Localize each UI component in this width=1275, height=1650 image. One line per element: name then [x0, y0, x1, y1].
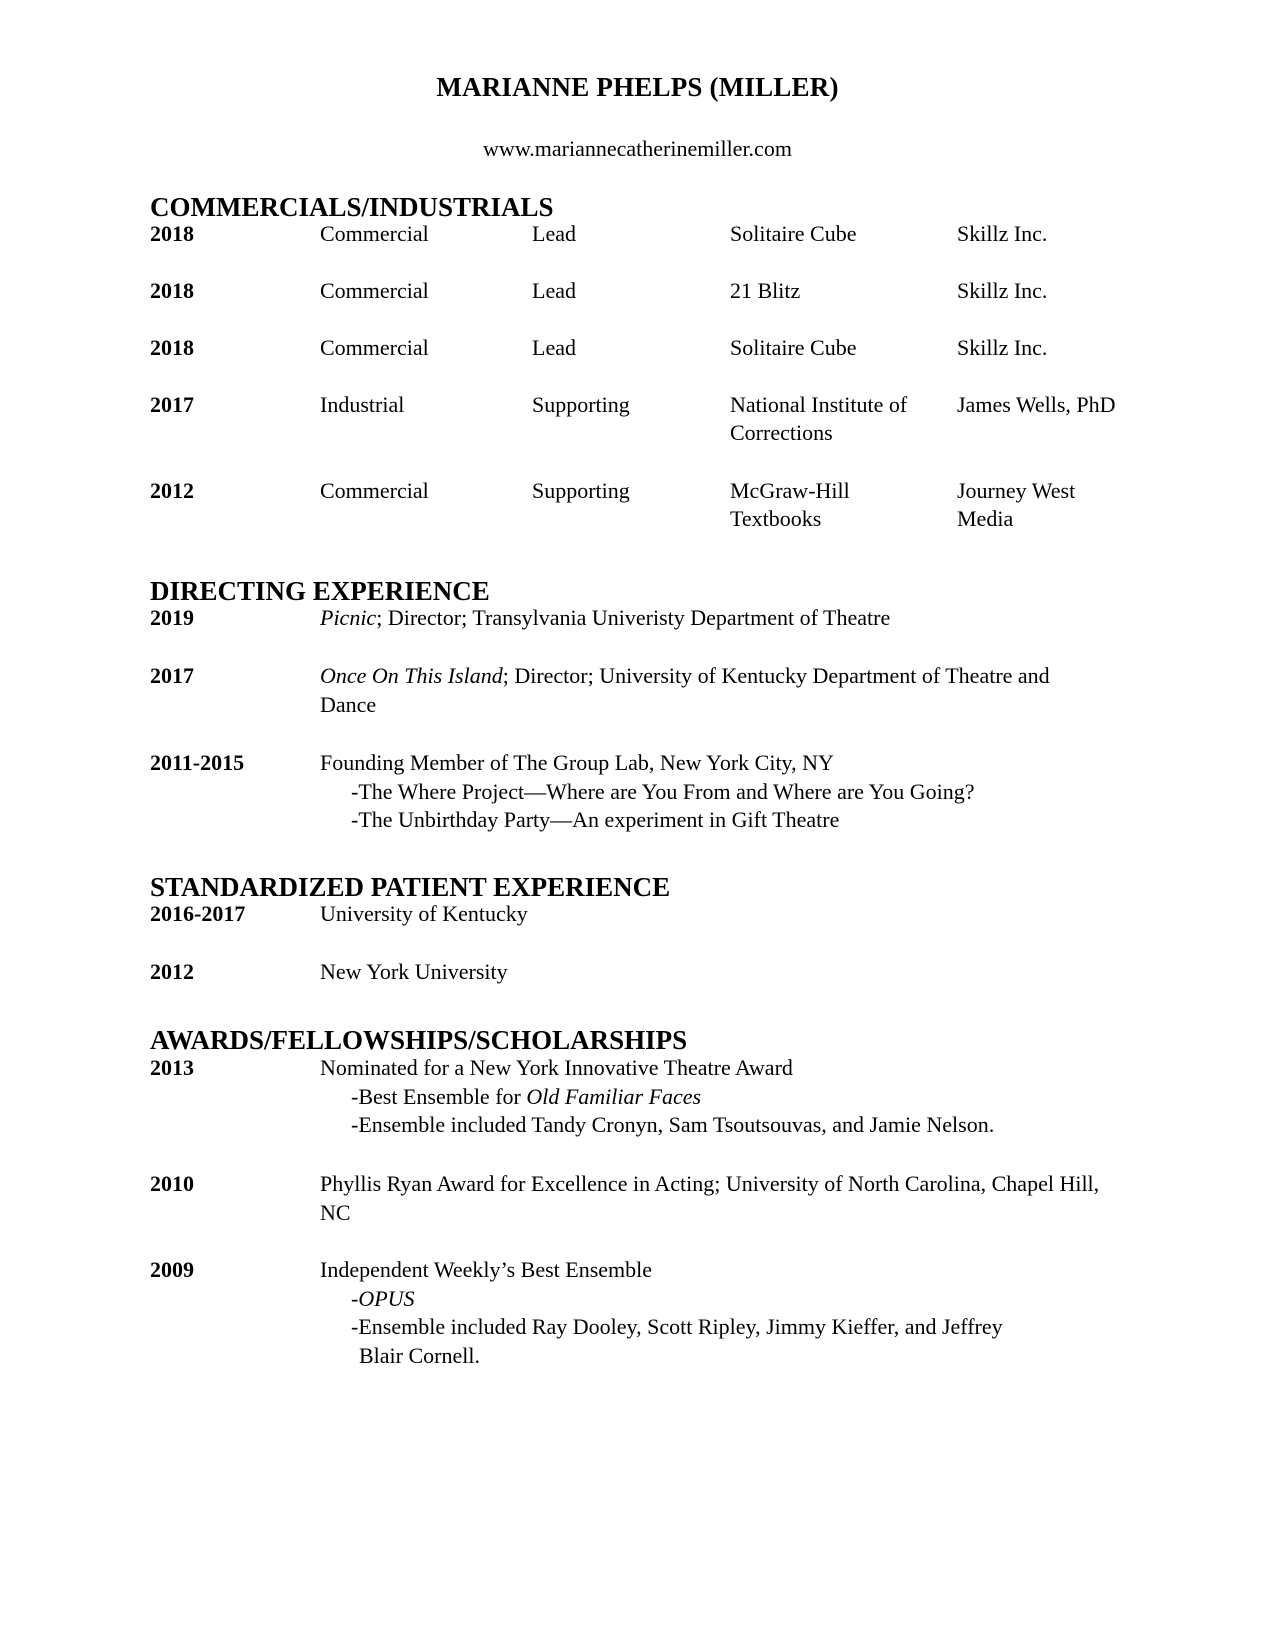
entry-type: Commercial: [320, 335, 429, 360]
subline-prefix: -Best Ensemble for: [351, 1083, 527, 1109]
entry-type: Commercial: [320, 478, 429, 503]
entry-project: McGraw-Hill Textbooks: [730, 478, 850, 531]
entry-project: National Institute of Corrections: [730, 392, 908, 445]
entry-company: Skillz Inc.: [957, 221, 1048, 246]
production-title: Once On This Island: [320, 663, 503, 688]
commercials-heading: COMMERCIALS/INDUSTRIALS: [150, 192, 554, 222]
directing-entry: [320, 604, 1120, 633]
entry-role: Supporting: [532, 478, 630, 503]
entry-company: Skillz Inc.: [957, 335, 1048, 360]
production-title: OPUS: [358, 1285, 415, 1311]
entry-year: 2018: [150, 278, 194, 303]
entry-company: James Wells, PhD: [957, 392, 1116, 417]
entry-project: 21 Blitz: [730, 278, 801, 303]
entry-role: Lead: [532, 221, 576, 246]
directing-heading: DIRECTING EXPERIENCE: [150, 576, 490, 606]
standardized-entry: New York University: [320, 959, 508, 984]
production-title: Old Familiar Faces: [526, 1083, 702, 1109]
directing-entry: [320, 662, 1110, 719]
website-url: www.mariannecatherinemiller.com: [483, 136, 792, 161]
entry-subline: [320, 1285, 1120, 1314]
entry-role: Lead: [532, 278, 576, 303]
entry-year: 2010: [150, 1171, 194, 1196]
entry-company: Journey West Media: [957, 478, 1076, 531]
entry-year: 2013: [150, 1055, 194, 1080]
entry-subline: -The Unbirthday Party—An experiment in Gift Theatre: [351, 807, 840, 832]
entry-text: Nominated for a New York Innovative Theatre Award: [320, 1055, 793, 1080]
entry-year: 2018: [150, 335, 194, 360]
entry-role: Supporting: [532, 392, 630, 417]
entry-type: Commercial: [320, 221, 429, 246]
entry-year: 2012: [150, 959, 194, 984]
award-entry: Phyllis Ryan Award for Excellence in Acting; University of North Carolina, Chapel Hill, NC: [320, 1171, 1100, 1225]
standardized-entry: University of Kentucky: [320, 901, 528, 926]
standardized-heading: STANDARDIZED PATIENT EXPERIENCE: [150, 872, 671, 902]
entry-type: Industrial: [320, 392, 405, 417]
entry-details: ; Director; Transylvania Univeristy Department of Theatre: [376, 605, 891, 630]
entry-text: Independent Weekly’s Best Ensemble: [320, 1257, 653, 1282]
entry-year: 2009: [150, 1257, 194, 1282]
entry-year: 2018: [150, 221, 194, 246]
entry-subline: [320, 1083, 1120, 1112]
subline-prefix: -: [351, 1285, 359, 1311]
directing-entry: [320, 749, 1120, 835]
entry-details: ; Director; University of Kentucky Department of Theatre and Dance: [320, 663, 1050, 717]
entry-year: 2019: [150, 605, 194, 630]
awards-heading: AWARDS/FELLOWSHIPS/SCHOLARSHIPS: [150, 1025, 688, 1055]
entry-year: 2016-2017: [150, 901, 246, 926]
entry-subline: Blair Cornell.: [359, 1342, 480, 1368]
entry-type: Commercial: [320, 278, 429, 303]
award-entry: [320, 1054, 1120, 1140]
entry-year: 2017: [150, 392, 194, 417]
entry-year: 2011-2015: [150, 750, 245, 775]
entry-company: Skillz Inc.: [957, 278, 1048, 303]
entry-subline: -Ensemble included Ray Dooley, Scott Ripley, Jimmy Kieffer, and Jeffrey: [351, 1314, 1003, 1339]
entry-text: Founding Member of The Group Lab, New York City, NY: [320, 750, 834, 775]
resume-name: MARIANNE PHELPS (MILLER): [436, 72, 839, 102]
entry-year: 2012: [150, 478, 194, 503]
entry-project: Solitaire Cube: [730, 221, 857, 246]
entry-subline: -Ensemble included Tandy Cronyn, Sam Tsoutsouvas, and Jamie Nelson.: [351, 1112, 995, 1137]
entry-project: Solitaire Cube: [730, 335, 857, 360]
production-title: Picnic: [320, 605, 377, 630]
entry-role: Lead: [532, 335, 576, 360]
entry-year: 2017: [150, 663, 194, 688]
entry-subline: -The Where Project—Where are You From and Where are You Going?: [351, 778, 975, 804]
award-entry: [320, 1256, 1120, 1370]
